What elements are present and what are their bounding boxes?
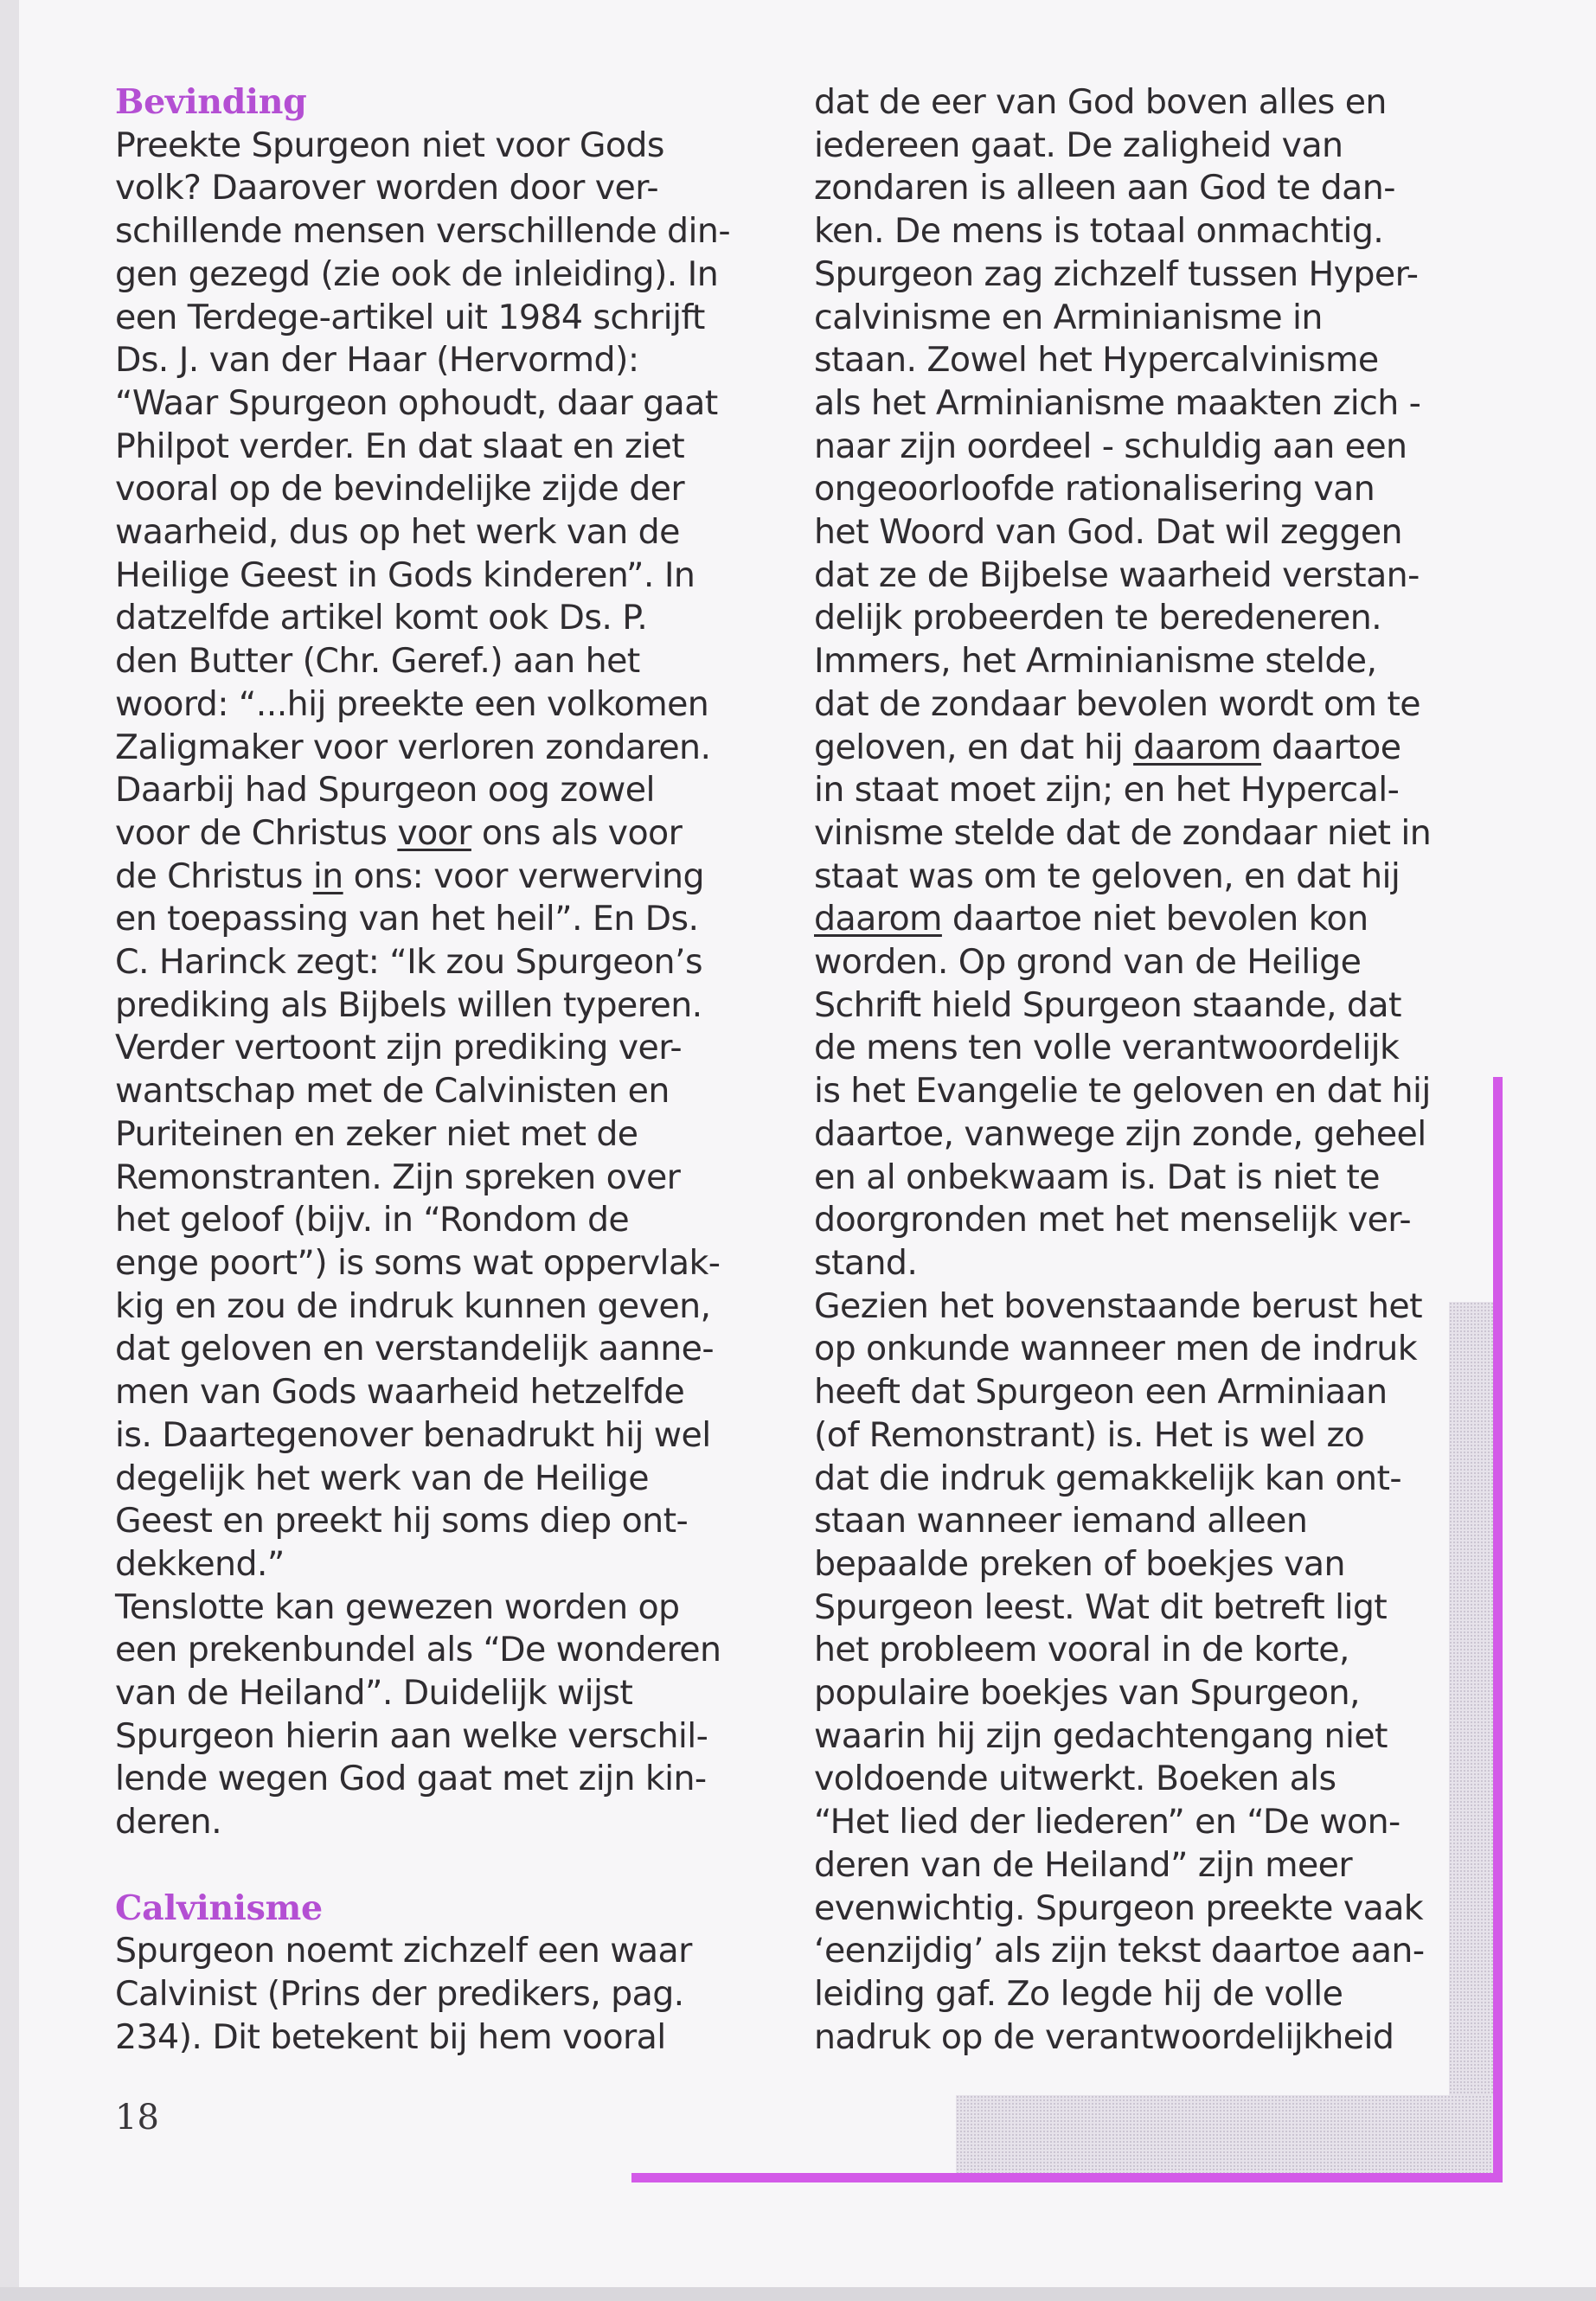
text-line: het Woord van God. Dat wil zeggen [814,512,1402,553]
text-line: worden. Op grond van de Heilige [814,942,1362,983]
text-line: prediking als Bijbels willen typeren. [115,984,702,1025]
text-line: delijk probeerden te beredeneren. [814,598,1382,638]
underlined-word: daarom [814,899,942,939]
text-line: deren. [115,1802,222,1843]
text-line: dat die indruk gemakkelijk kan ont- [814,1458,1401,1498]
text-line: schillende mensen verschillende din- [115,211,730,252]
page-number: 18 [115,2098,159,2138]
text-line: naar zijn oordeel - schuldig aan een [814,426,1407,466]
text-line: waarin hij zijn gedachtengang niet [814,1715,1388,1756]
text-line: calvinisme en Arminianisme in [814,297,1323,337]
text-line: waarheid, dus op het werk van de [115,512,680,553]
text-line: het probleem vooral in de korte, [814,1630,1349,1670]
text-line: Spurgeon hierin aan welke verschil- [115,1715,708,1756]
text-line: volk? Daarover worden door ver- [115,168,658,208]
text-line: C. Harinck zegt: “Ik zou Spurgeon’s [115,942,702,983]
text-line: gen gezegd (zie ook de inleiding). In [115,253,719,294]
text-line: Spurgeon zag zichzelf tussen Hyper- [814,253,1419,294]
text-line: stand. [814,1242,918,1283]
text-line: als het Arminianisme maakten zich - [814,382,1421,423]
text-line: “Waar Spurgeon ophoudt, daar gaat [115,382,718,423]
text-line: doorgronden met het menselijk ver- [814,1200,1412,1240]
text-line: 234). Dit betekent bij hem vooral [115,2016,666,2057]
text-line: daartoe, vanwege zijn zonde, geheel [814,1113,1426,1154]
text-line: ‘eenzijdig’ als zijn tekst daartoe aan- [814,1931,1425,1971]
text-line: het geloof (bijv. in “Rondom de [115,1200,630,1240]
text-line: is. Daartegenover benadrukt hij wel [115,1414,711,1455]
text-line: woord: “...hij preekte een volkomen [115,683,709,724]
text-line: een Terdege-artikel uit 1984 schrijft [115,297,705,337]
text-line: iedereen gaat. De zaligheid van [814,125,1343,165]
text-line: Zaligmaker voor verloren zondaren. [115,727,711,767]
text-line: evenwichtig. Spurgeon preekte vaak [814,1888,1424,1928]
text-line: Spurgeon leest. Wat dit betreft ligt [814,1586,1388,1627]
underlined-word: voor [397,812,471,853]
text-line: ongeoorloofde rationalisering van [814,469,1375,510]
text-line-underlined: daarom daartoe niet bevolen kon [814,899,1368,939]
text-line-underlined: geloven, en dat hij daarom daartoe [814,727,1401,767]
text-line: dekkend.” [115,1543,285,1584]
text-line: in staat moet zijn; en het Hypercal- [814,770,1400,811]
text-line: Schrift hield Spurgeon staande, dat [814,984,1401,1025]
text-line: enge poort”) is soms wat oppervlak- [115,1242,721,1283]
text-line: populaire boekjes van Spurgeon, [814,1673,1360,1714]
text-line: Geest en preekt hij soms diep ont- [115,1501,689,1541]
text-line: op onkunde wanneer men de indruk [814,1329,1417,1369]
text-line: Verder vertoont zijn prediking ver- [115,1028,683,1068]
text-line: datzelfde artikel komt ook Ds. P. [115,598,648,638]
left-text-column [115,81,738,2059]
text-line: staan. Zowel het Hypercalvinisme [814,340,1379,381]
text-line: en al onbekwaam is. Dat is niet te [814,1157,1381,1197]
text-line: voldoende uitwerkt. Boeken als [814,1759,1336,1799]
text-line: een prekenbundel als “De wonderen [115,1630,721,1670]
text-line: degelijk het werk van de Heilige [115,1458,649,1498]
text-line: staan wanneer iemand alleen [814,1501,1308,1541]
calvinisme-paragraph [115,1930,738,2059]
text-line: heeft dat Spurgeon een Arminiaan [814,1372,1388,1413]
calvinisme-paragraph-continued [814,941,1454,2059]
text-line-underlined: voor de Christus voor ons als voor [115,812,683,853]
calvinisme-paragraph-continued [814,81,1454,727]
section-heading-bevinding: Bevinding [115,82,307,122]
page-binding-edge [0,0,19,2301]
text-line: ken. De mens is totaal onmachtig. [814,211,1384,252]
text-line: Preekte Spurgeon niet voor Gods [115,125,664,165]
text-line: vinisme stelde dat de zondaar niet in [814,812,1432,853]
decorative-horizontal-rule [631,2173,1503,2182]
text-line: Philpot verder. En dat slaat en ziet [115,426,685,466]
text-line: zondaren is alleen aan God te dan- [814,168,1395,208]
decorative-shaded-corner [956,2095,1494,2173]
text-line: Gezien het bovenstaande berust het [814,1285,1422,1326]
bevinding-paragraph [115,125,738,812]
bevinding-paragraph-continued [115,898,738,1843]
text-line: deren van de Heiland” zijn meer [814,1844,1353,1885]
text-line: lende wegen God gaat met zijn kin- [115,1759,707,1799]
text-line: Calvinist (Prins der predikers, pag. [115,1973,684,2014]
text-line: den Butter (Chr. Geref.) aan het [115,641,640,682]
calvinisme-paragraph-continued [814,769,1454,898]
text-line: staat was om te geloven, en dat hij [814,856,1401,896]
text-line: kig en zou de indruk kunnen geven, [115,1285,711,1326]
page-bottom-edge [0,2287,1596,2301]
text-line: en toepassing van het heil”. En Ds. [115,899,699,939]
text-line: dat de zondaar bevolen wordt om te [814,683,1420,724]
text-line: is het Evangelie te geloven en dat hij [814,1071,1431,1112]
underlined-word: daarom [1133,727,1262,767]
text-line: (of Remonstrant) is. Het is wel zo [814,1414,1365,1455]
decorative-shaded-band [1449,1302,1494,2173]
text-line: men van Gods waarheid hetzelfde [115,1372,685,1413]
text-line-underlined: de Christus in ons: voor verwerving [115,856,704,896]
text-line: Tenslotte kan gewezen worden op [115,1586,680,1627]
text-line: vooral op de bevindelijke zijde der [115,469,685,510]
text-line: van de Heiland”. Duidelijk wijst [115,1673,633,1714]
text-line: dat geloven en verstandelijk aanne- [115,1329,714,1369]
text-line: Remonstranten. Zijn spreken over [115,1157,681,1197]
text-line: Heilige Geest in Gods kinderen”. In [115,554,695,595]
text-line: Daarbij had Spurgeon oog zowel [115,770,655,811]
text-line: Immers, het Arminianisme stelde, [814,641,1377,682]
text-line: nadruk op de verantwoordelijkheid [814,2016,1394,2057]
underlined-word: in [312,856,343,896]
text-line: de mens ten volle verantwoordelijk [814,1028,1400,1068]
text-line: bepaalde preken of boekjes van [814,1543,1345,1584]
text-line: “Het lied der liederen” en “De won- [814,1802,1401,1843]
text-line: dat de eer van God boven alles en [814,82,1387,122]
text-line: dat ze de Bijbelse waarheid verstan- [814,554,1420,595]
text-line: Puriteinen en zeker niet met de [115,1113,638,1154]
text-line: leiding gaf. Zo legde hij de volle [814,1973,1343,2014]
decorative-vertical-rule [1493,1077,1503,2182]
section-heading-calvinisme: Calvinisme [115,1888,323,1928]
paragraph-gap [115,1844,738,1888]
text-line: Spurgeon noemt zichzelf een waar [115,1931,692,1971]
text-line: wantschap met de Calvinisten en [115,1071,670,1112]
right-text-column [814,81,1454,2059]
text-line: Ds. J. van der Haar (Hervormd): [115,340,639,381]
